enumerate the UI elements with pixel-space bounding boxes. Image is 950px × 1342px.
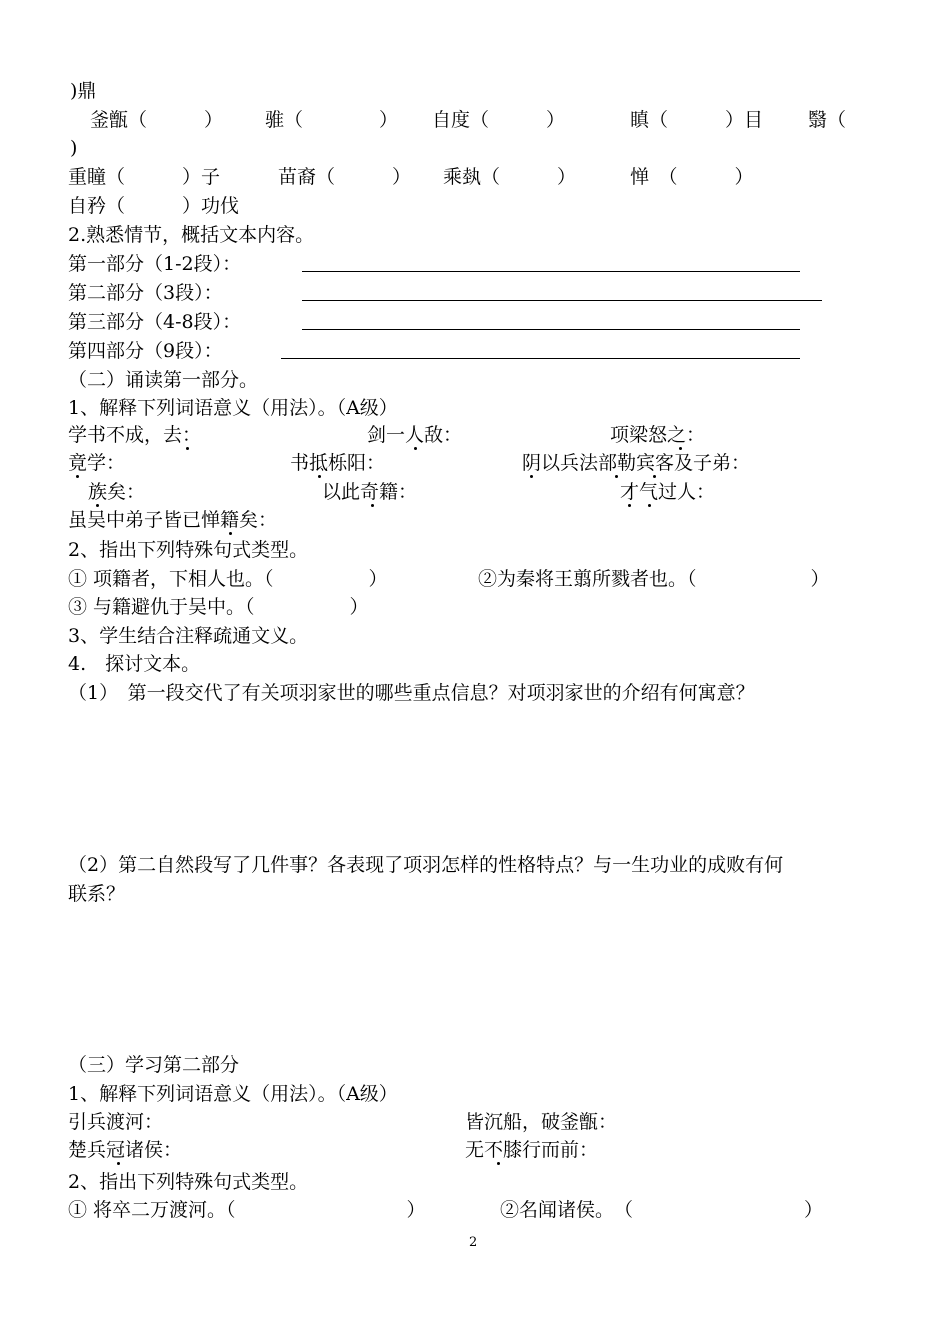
page-number: 2 bbox=[469, 1235, 478, 1250]
plot-part-2-label: 第二部分（3段）： bbox=[68, 282, 223, 304]
plot-part-1-blank[interactable] bbox=[302, 271, 800, 272]
vocab-item: 族矣： bbox=[88, 481, 146, 503]
discussion-question-1: （1） 第一段交代了有关项羽家世的哪些重点信息？对项羽家世的介绍有何寓意？ bbox=[68, 682, 755, 704]
pronunciation-item: 重瞳（ ）子 bbox=[68, 166, 221, 188]
pronunciation-item: 自矜（ ）功伐 bbox=[68, 195, 240, 217]
emphasis-dot bbox=[186, 447, 189, 450]
section-2-heading: （二）诵读第一部分。 bbox=[68, 369, 259, 391]
section-3-question-2: 2、指出下列特殊句式类型。 bbox=[68, 1171, 309, 1193]
emphasis-dot bbox=[679, 447, 682, 450]
section-3-heading: （三）学习第二部分 bbox=[68, 1054, 240, 1076]
plot-part-1-label: 第一部分（1-2段）： bbox=[68, 253, 242, 275]
pronunciation-line-0: )鼎 bbox=[70, 80, 97, 102]
emphasis-dot bbox=[628, 504, 631, 507]
plot-part-2-blank[interactable] bbox=[302, 300, 822, 301]
vocab-item: 引兵渡河： bbox=[68, 1111, 164, 1133]
pronunciation-item: 翳（ bbox=[808, 109, 847, 131]
section-2-question-2: 2、指出下列特殊句式类型。 bbox=[68, 539, 309, 561]
pronunciation-item: 苗裔（ ） bbox=[278, 166, 412, 188]
vocab-item: 无不膝行而前： bbox=[465, 1139, 599, 1161]
section-2-question-4: 4. 探讨文本。 bbox=[68, 653, 201, 675]
vocab-item: 才气过人： bbox=[620, 481, 716, 503]
vocab-item: 书抵栎阳： bbox=[290, 452, 386, 474]
discussion-question-2-cont: 联系？ bbox=[68, 883, 126, 905]
emphasis-dot bbox=[117, 1162, 120, 1165]
vocab-item: 剑一人敌： bbox=[367, 424, 463, 446]
pronunciation-item: 惮 （ ） bbox=[630, 166, 754, 188]
vocab-item: 阴以兵法部勒宾客及子弟： bbox=[522, 452, 751, 474]
plot-heading: 2.熟悉情节，概括文本内容。 bbox=[68, 224, 315, 246]
emphasis-dot bbox=[318, 475, 321, 478]
vocab-item: 项梁怒之： bbox=[610, 424, 706, 446]
emphasis-dot bbox=[76, 475, 79, 478]
pronunciation-item: 乘埶（ ） bbox=[443, 166, 577, 188]
pronunciation-item: 釜甑（ ） bbox=[90, 109, 224, 131]
section-2-question-1: 1、解释下列词语意义（用法）。（A级） bbox=[68, 397, 398, 419]
vocab-item: 学书不成，去： bbox=[68, 424, 202, 446]
pronunciation-item: 骓（ ） bbox=[265, 109, 399, 131]
emphasis-dot bbox=[530, 475, 533, 478]
vocab-item: 皆沉船，破釜甑： bbox=[465, 1111, 618, 1133]
section-3-question-1: 1、解释下列词语意义（用法）。（A级） bbox=[68, 1083, 398, 1105]
emphasis-dot bbox=[653, 475, 656, 478]
sentence-item: ③ 与籍避仇于吴中。（ ） bbox=[68, 596, 369, 618]
vocab-item: 以此奇籍： bbox=[322, 481, 418, 503]
vocab-item: 竟学： bbox=[68, 452, 126, 474]
emphasis-dot bbox=[371, 504, 374, 507]
vocab-item: 楚兵冠诸侯： bbox=[68, 1139, 183, 1161]
emphasis-dot bbox=[414, 447, 417, 450]
emphasis-dot bbox=[96, 504, 99, 507]
sentence-item: ②为秦将王翦所戮者也。（ ） bbox=[478, 568, 830, 590]
plot-part-3-label: 第三部分（4-8段）： bbox=[68, 311, 242, 333]
sentence-item: ① 项籍者，下相人也。（ ） bbox=[68, 568, 388, 590]
pronunciation-item: 瞋（ ）目 bbox=[630, 109, 764, 131]
sentence-item: ②名闻诸侯。 （ ） bbox=[500, 1199, 824, 1221]
emphasis-dot bbox=[229, 532, 232, 535]
plot-part-3-blank[interactable] bbox=[302, 329, 800, 330]
discussion-question-2: （2）第二自然段写了几件事？各表现了项羽怎样的性格特点？与一生功业的成败有何 bbox=[68, 854, 784, 876]
plot-part-4-blank[interactable] bbox=[281, 358, 800, 359]
pronunciation-item: 自度（ ） bbox=[432, 109, 566, 131]
section-2-question-3: 3、学生结合注释疏通文义。 bbox=[68, 625, 309, 647]
emphasis-dot bbox=[615, 475, 618, 478]
vocab-item: 虽吴中弟子皆已惮籍矣： bbox=[68, 509, 278, 531]
pronunciation-wrap: ) bbox=[70, 137, 78, 159]
emphasis-dot bbox=[648, 504, 651, 507]
sentence-item: ① 将卒二万渡河。（ ） bbox=[68, 1199, 426, 1221]
emphasis-dot bbox=[497, 1162, 500, 1165]
plot-part-4-label: 第四部分（9段）： bbox=[68, 340, 223, 362]
